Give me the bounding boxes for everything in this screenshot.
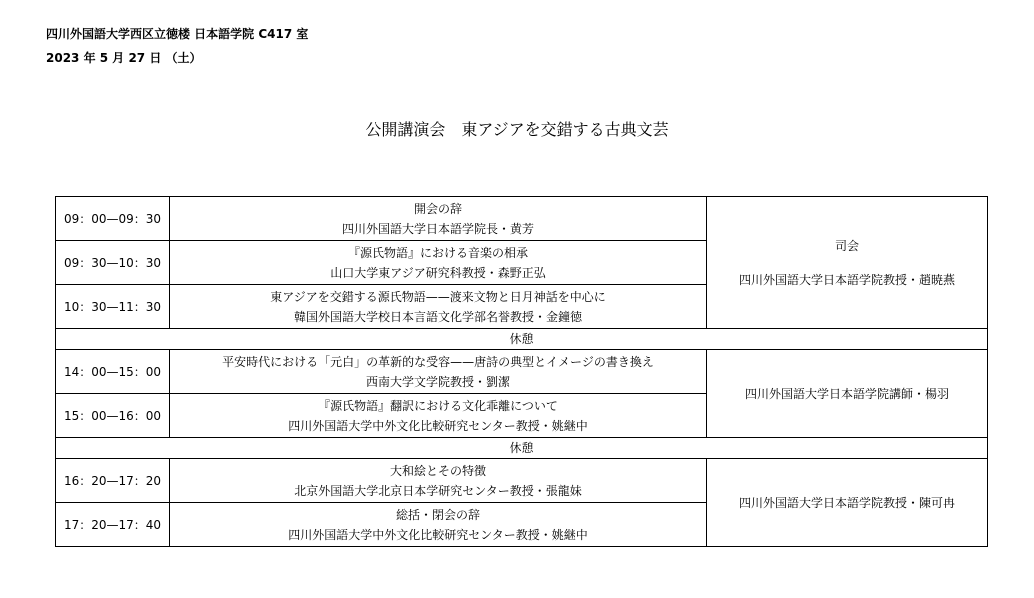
session-cell	[170, 285, 707, 329]
session-title: 大和絵とその特徴	[389, 463, 486, 478]
table-row	[56, 350, 988, 394]
session-title: 『源氏物語』翻訳における文化乖離について	[318, 398, 558, 413]
session-speaker: 四川外国語大学中外文化比較研究センター教授・姚継中	[288, 527, 588, 542]
session-time: 09：00—09：30	[56, 197, 170, 241]
session-title: 総括・閉会の辞	[395, 507, 480, 522]
break-label: 休憩	[56, 329, 988, 350]
moderator-name: 四川外国語大学日本語学院教授・陳可冉	[738, 495, 955, 510]
session-speaker: 西南大学文学院教授・劉潔	[365, 374, 510, 389]
break-row	[56, 438, 988, 459]
session-time: 10：30—11：30	[56, 285, 170, 329]
moderator-name: 四川外国語大学日本語学院講師・楊羽	[744, 386, 949, 401]
break-row	[56, 329, 988, 350]
moderator-cell	[707, 350, 988, 438]
session-speaker: 山口大学東アジア研究科教授・森野正弘	[330, 265, 546, 280]
moderator-name: 四川外国語大学日本語学院教授・趙暁燕	[738, 272, 955, 287]
table-row	[56, 459, 988, 503]
session-cell	[170, 350, 707, 394]
table-row	[56, 197, 988, 241]
session-cell	[170, 241, 707, 285]
session-title: 東アジアを交錯する源氏物語——渡来文物と日月神話を中心に	[270, 289, 606, 304]
header	[46, 22, 308, 70]
session-speaker: 北京外国語大学北京日本学研究センター教授・張龍妹	[294, 483, 582, 498]
break-label: 休憩	[56, 438, 988, 459]
date-text: 2023 年 5 月 27 日 （土）	[46, 51, 202, 65]
program-table	[55, 196, 988, 547]
session-time: 16：20—17：20	[56, 459, 170, 503]
session-cell	[170, 394, 707, 438]
moderator-cell	[707, 459, 988, 547]
session-time: 17：20—17：40	[56, 503, 170, 547]
session-time: 15：00—16：00	[56, 394, 170, 438]
session-speaker: 四川外国語大学中外文化比較研究センター教授・姚継中	[288, 418, 588, 433]
venue-text: 四川外国語大学西区立徳楼 日本語学院 C417 室	[46, 27, 309, 41]
page-title: 公開講演会 東アジアを交錯する古典文芸	[365, 120, 669, 139]
session-cell	[170, 197, 707, 241]
session-time: 14：00—15：00	[56, 350, 170, 394]
session-speaker: 四川外国語大学日本語学院長・黄芳	[341, 221, 534, 236]
session-time: 09：30—10：30	[56, 241, 170, 285]
moderator-label: 司会	[834, 238, 859, 253]
session-title: 平安時代における「元白」の革新的な受容——唐詩の典型とイメージの書き換え	[222, 354, 654, 369]
session-title: 『源氏物語』における音楽の相承	[347, 245, 528, 260]
moderator-spacer	[707, 256, 987, 270]
session-title: 開会の辞	[413, 201, 462, 216]
moderator-cell	[707, 197, 988, 329]
session-cell	[170, 459, 707, 503]
session-cell	[170, 503, 707, 547]
session-speaker: 韓国外国語大学校日本言語文化学部名誉教授・金鐘徳	[293, 309, 582, 324]
